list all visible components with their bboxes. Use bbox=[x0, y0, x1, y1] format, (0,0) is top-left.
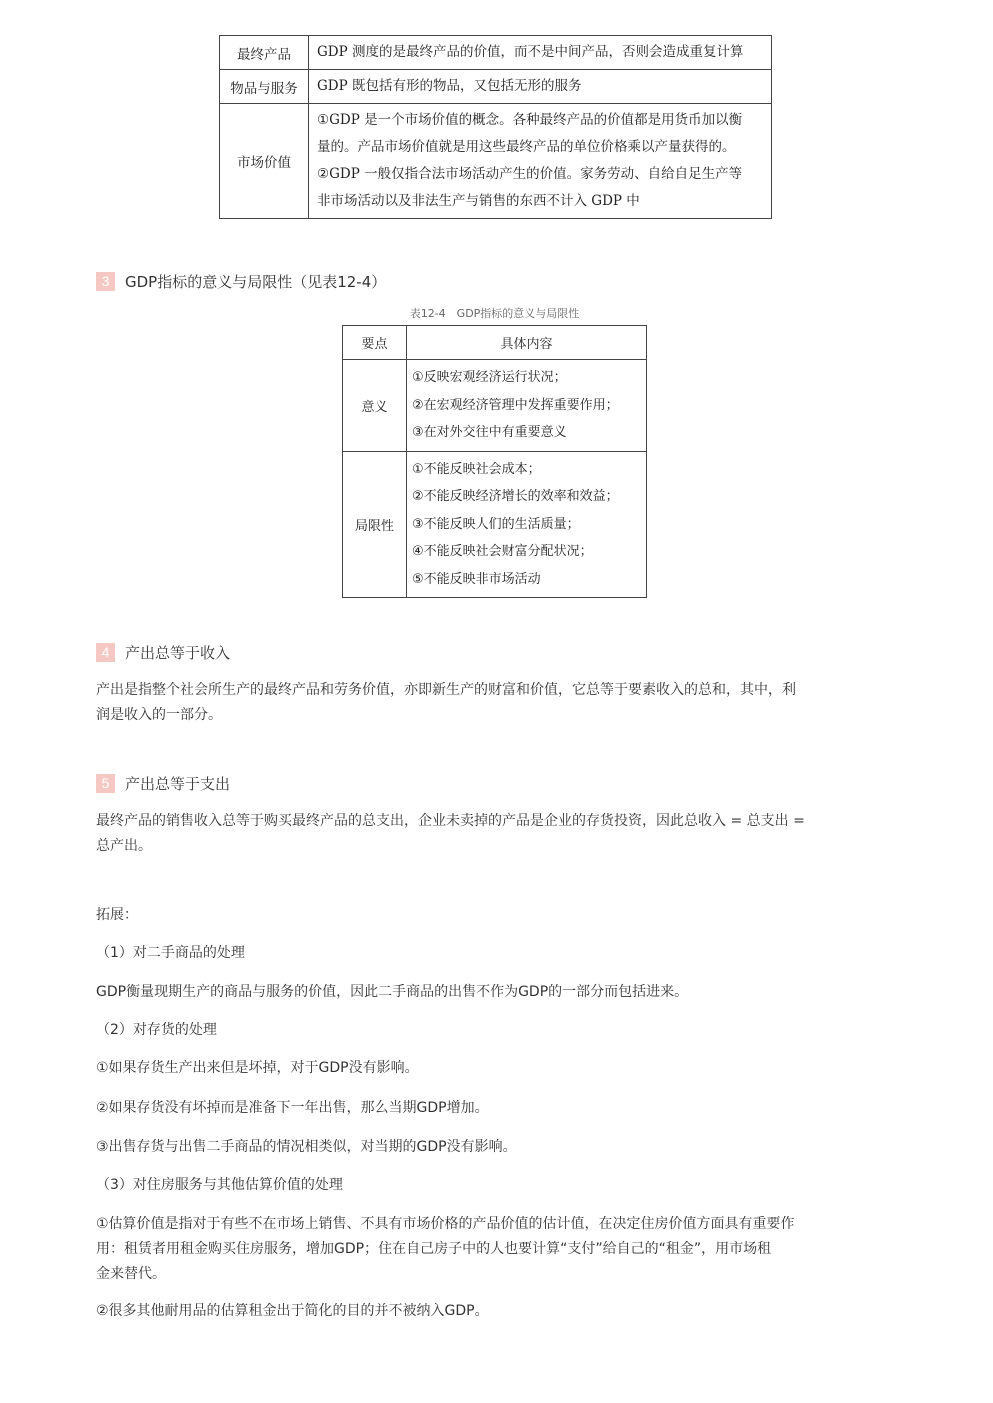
text-line: ①估算价值是指对于有些不在市场上销售、不具有市场价格的产品价值的估计值，在决定住房价值方面具有重要作 bbox=[96, 1216, 795, 1232]
text-line: 用：租赁者用租金购买住房服务，增加GDP；住在自己房子中的人也要计算“支付”给自己的“租金”，用市场租 bbox=[96, 1241, 772, 1257]
text-line: 润是收入的一部分。 bbox=[96, 707, 222, 723]
value-line: ②GDP 一般仅指合法市场活动产生的价值。家务劳动、自给自足生产等 bbox=[317, 166, 743, 182]
section-number-badge: 5 bbox=[96, 774, 115, 793]
extension-subtitle: （2）对存货的处理 bbox=[96, 1022, 217, 1038]
section-title: GDP指标的意义与局限性（见表12-4） bbox=[125, 272, 387, 291]
row-value bbox=[309, 104, 772, 219]
list-item: ②不能反映经济增长的效率和效益； bbox=[412, 489, 619, 504]
section-number-badge: 4 bbox=[96, 643, 115, 662]
paragraph bbox=[96, 678, 896, 728]
row-value bbox=[407, 360, 647, 452]
row-key: 意义 bbox=[343, 360, 407, 452]
list-item: ②如果存货没有坏掉而是准备下一年出售，那么当期GDP增加。 bbox=[96, 1100, 489, 1116]
paragraph bbox=[96, 809, 896, 859]
value-line: 量的。产品市场价值就是用这些最终产品的单位价格乘以产量获得的。 bbox=[317, 139, 736, 155]
table-header-row bbox=[343, 326, 647, 360]
text-line: 产出是指整个社会所生产的最终产品和劳务价值，亦即新生产的财富和价值，它总等于要素收入的总和，其中，利 bbox=[96, 682, 796, 698]
header-cell: 具体内容 bbox=[407, 326, 647, 360]
section-title: 产出总等于收入 bbox=[125, 643, 231, 662]
extension-label: 拓展： bbox=[96, 907, 138, 923]
list-item: ④不能反映社会财富分配状况； bbox=[412, 544, 593, 559]
table-row bbox=[220, 70, 772, 104]
extension-subtitle: （3）对住房服务与其他估算价值的处理 bbox=[96, 1177, 343, 1193]
list-item: ①不能反映社会成本； bbox=[412, 461, 541, 477]
text-line: 总产出。 bbox=[96, 838, 152, 854]
row-value: GDP 测度的是最终产品的价值，而不是中间产品，否则会造成重复计算 bbox=[309, 36, 772, 70]
row-key: 物品与服务 bbox=[220, 70, 309, 104]
table-row bbox=[343, 360, 647, 452]
row-key: 局限性 bbox=[343, 451, 407, 598]
list-item: ②在宏观经济管理中发挥重要作用； bbox=[412, 397, 619, 413]
section-heading-4 bbox=[96, 642, 230, 662]
row-key: 市场价值 bbox=[220, 104, 309, 219]
row-key: 最终产品 bbox=[220, 36, 309, 70]
gdp-significance-table bbox=[342, 325, 647, 598]
table-row bbox=[343, 451, 647, 598]
gdp-concept-table bbox=[219, 35, 772, 219]
extension-subtitle: （1）对二手商品的处理 bbox=[96, 945, 245, 961]
row-value: GDP 既包括有形的物品，又包括无形的服务 bbox=[309, 70, 772, 104]
list-item: ①如果存货生产出来但是坏掉，对于GDP没有影响。 bbox=[96, 1060, 419, 1076]
text-line: 金来替代。 bbox=[96, 1266, 166, 1282]
paragraph bbox=[96, 1212, 896, 1287]
section-number-badge: 3 bbox=[96, 272, 115, 291]
value-line: 非市场活动以及非法生产与销售的东西不计入 GDP 中 bbox=[317, 193, 640, 209]
row-value bbox=[407, 451, 647, 598]
value-line: ①GDP 是一个市场价值的概念。各种最终产品的价值都是用货币加以衡 bbox=[317, 112, 743, 128]
section-title: 产出总等于支出 bbox=[125, 774, 231, 793]
header-cell: 要点 bbox=[343, 326, 407, 360]
list-item: ⑤不能反映非市场活动 bbox=[412, 571, 541, 587]
list-item: ①反映宏观经济运行状况； bbox=[412, 370, 567, 385]
text-line: 最终产品的销售收入总等于购买最终产品的总支出，企业未卖掉的产品是企业的存货投资，因此总收入 = 总支出 = bbox=[96, 813, 805, 829]
section-heading-3 bbox=[96, 271, 386, 291]
section-heading-5 bbox=[96, 773, 230, 793]
table-caption: 表12-4 GDP指标的意义与局限性 bbox=[409, 307, 580, 320]
table-row bbox=[220, 36, 772, 70]
list-item: ③出售存货与出售二手商品的情况相类似，对当期的GDP没有影响。 bbox=[96, 1139, 517, 1155]
table-row bbox=[220, 104, 772, 219]
paragraph: GDP衡量现期生产的商品与服务的价值，因此二手商品的出售不作为GDP的一部分而包括进来。 bbox=[96, 984, 689, 1000]
list-item: ③不能反映人们的生活质量； bbox=[412, 516, 580, 532]
list-item: ③在对外交往中有重要意义 bbox=[412, 425, 567, 440]
list-item: ②很多其他耐用品的估算租金出于简化的目的并不被纳入GDP。 bbox=[96, 1303, 489, 1319]
